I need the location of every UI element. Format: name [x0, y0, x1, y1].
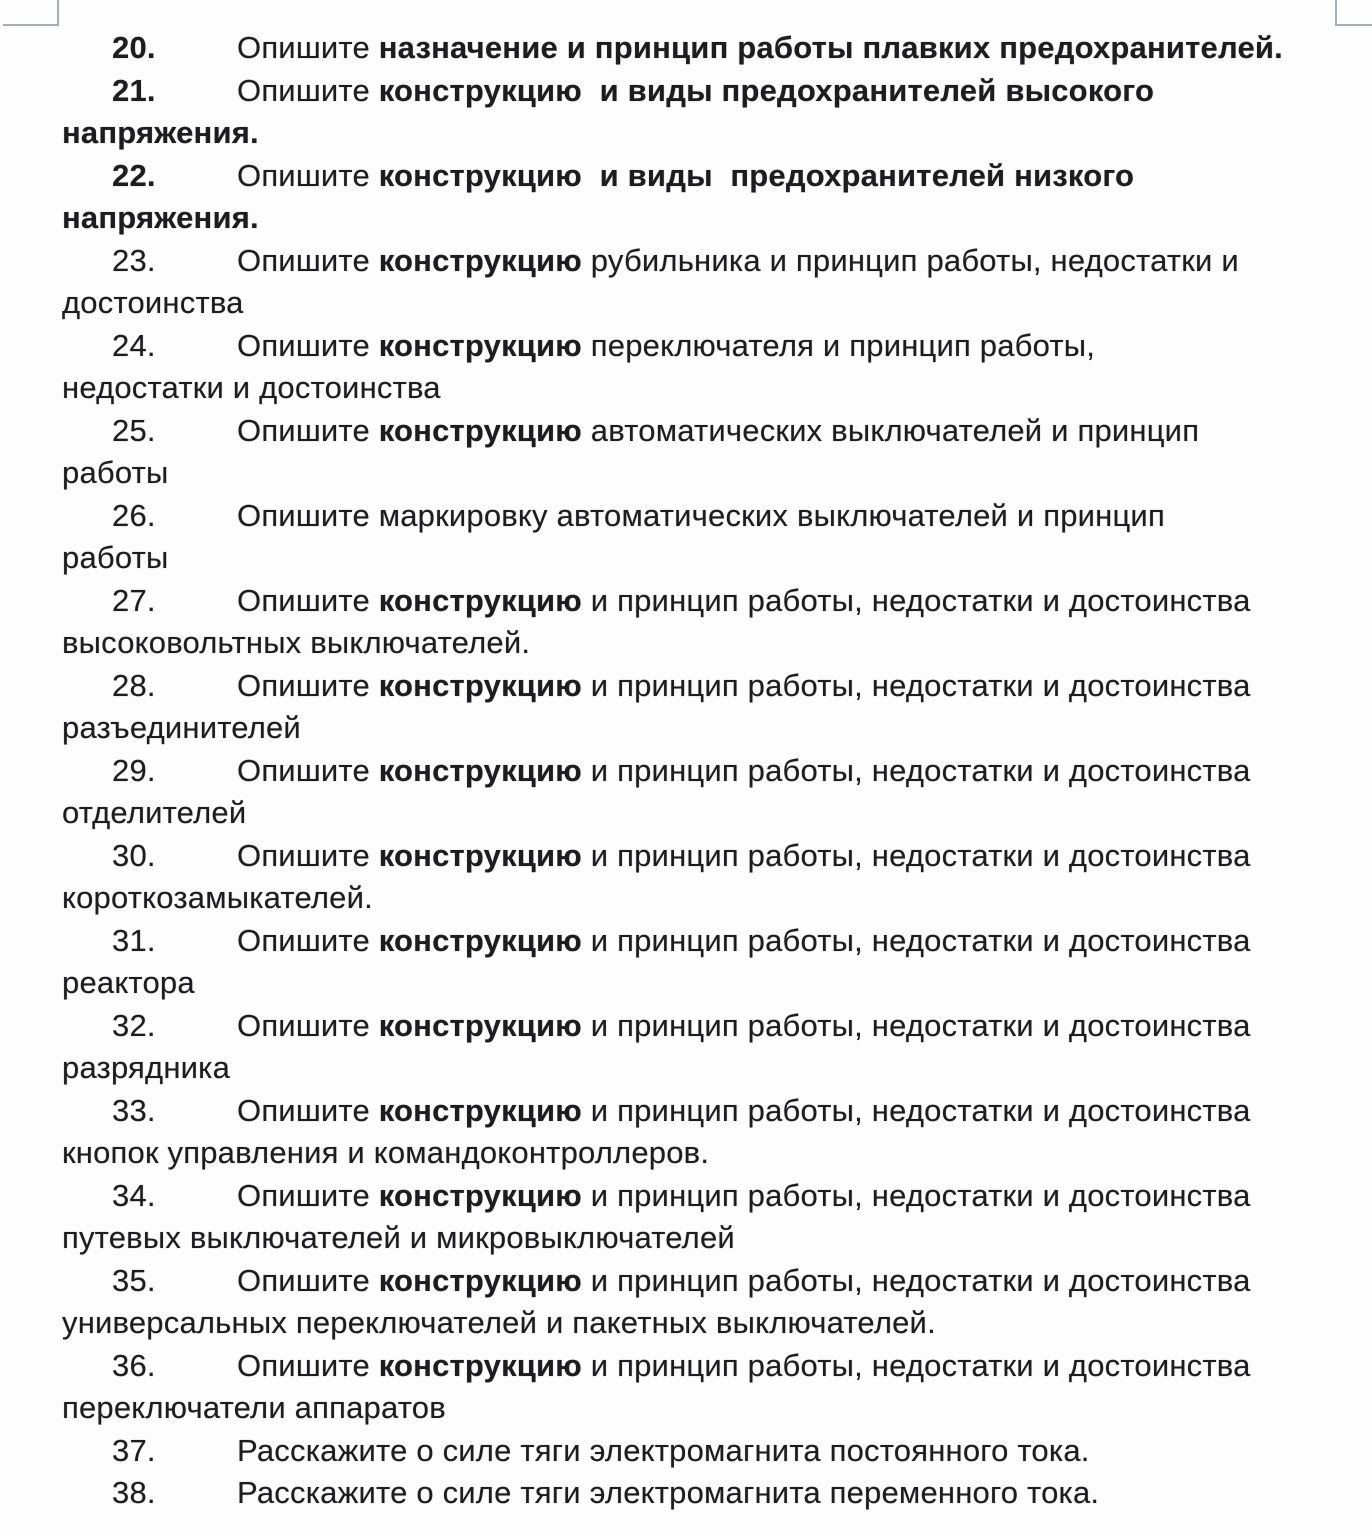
question-text-segment: Опишите маркировку автоматических выключателей и принцип: [237, 497, 1165, 533]
list-item-number-cell: [62, 1345, 237, 1388]
list-item-first-line: [62, 1090, 1372, 1133]
list-item-continuation-line: [62, 1217, 1372, 1260]
list-item-number-cell: [62, 580, 237, 623]
question-text-segment: конструкцию и виды предохранителей высокого: [378, 72, 1155, 108]
question-text-segment: конструкцию: [378, 242, 582, 278]
list-item: [62, 325, 1372, 410]
question-text-segment: и принцип работы, недостатки и достоинства: [581, 922, 1251, 958]
question-text-segment: автоматических выключателей и принцип: [581, 412, 1200, 448]
question-text-segment: достоинства: [62, 285, 244, 320]
question-text-segment: Опишите: [237, 667, 379, 703]
list-item-first-line: [62, 410, 1372, 453]
list-item-continuation-line: [62, 112, 1372, 155]
page-corner-mark-top-left-horizontal: [3, 24, 59, 26]
list-item-continuation-line: [62, 1302, 1372, 1345]
list-item-number-cell: [62, 27, 237, 70]
question-text-segment: высоковольтных выключателей.: [62, 625, 531, 660]
list-item-number: 23.: [112, 242, 156, 278]
question-text-segment: кнопок управления и командоконтроллеров.: [62, 1135, 710, 1170]
question-text-segment: конструкцию: [378, 327, 582, 363]
list-item-number-cell: [62, 1175, 237, 1218]
list-item-first-line: [62, 27, 1372, 70]
list-item-number: 34.: [112, 1177, 156, 1213]
list-item: [62, 240, 1372, 325]
list-item-first-line: [62, 580, 1372, 623]
list-item-first-line: [62, 665, 1372, 708]
question-text-segment: Опишите: [237, 412, 379, 448]
list-item-number: 36.: [112, 1347, 156, 1383]
question-text-segment: переключателя и принцип работы,: [581, 327, 1096, 363]
list-item-continuation-line: [62, 1132, 1372, 1175]
list-item-continuation-line: [62, 282, 1372, 325]
list-item: [62, 1005, 1372, 1090]
list-item-first-line: [62, 1175, 1372, 1218]
list-item: [62, 1260, 1372, 1345]
list-item-number-cell: [62, 750, 237, 793]
list-item-number-cell: [62, 1090, 237, 1133]
question-text-segment: и принцип работы, недостатки и достоинства: [581, 1177, 1251, 1213]
list-item-first-line: [62, 835, 1372, 878]
page-corner-mark-top-right-vertical: [1335, 0, 1337, 24]
question-text-segment: разъединителей: [62, 710, 301, 745]
list-item: [62, 495, 1372, 580]
list-item-number: 26.: [112, 497, 156, 533]
question-text-segment: работы: [62, 455, 169, 490]
question-text-segment: Опишите: [237, 752, 379, 788]
question-text-segment: конструкцию: [378, 1092, 582, 1128]
list-item-continuation-line: [62, 622, 1372, 665]
list-item-number-cell: [62, 410, 237, 453]
list-item-continuation-line: [62, 367, 1372, 410]
list-item-number-cell: [62, 1005, 237, 1048]
list-item-number: 30.: [112, 837, 156, 873]
list-item-continuation-line: [62, 707, 1372, 750]
list-item-continuation-line: [62, 537, 1372, 580]
list-item-first-line: [62, 1260, 1372, 1303]
question-text-segment: конструкцию: [378, 1177, 582, 1213]
question-text-segment: и принцип работы, недостатки и достоинства: [581, 1092, 1251, 1128]
question-text-segment: Опишите: [237, 30, 379, 65]
question-text-segment: короткозамыкателей.: [62, 880, 373, 915]
list-item-number: 24.: [112, 327, 156, 363]
list-item: [62, 1175, 1372, 1260]
question-text-segment: реактора: [62, 965, 195, 1000]
list-item: [62, 580, 1372, 665]
list-item-first-line: [62, 1430, 1372, 1473]
question-text-segment: конструкцию: [378, 1262, 582, 1298]
list-item: [62, 835, 1372, 920]
question-text-segment: Расскажите о силе тяги электромагнита постоянного тока.: [237, 1432, 1090, 1468]
question-text-segment: и принцип работы, недостатки и достоинства: [581, 1347, 1251, 1383]
list-item-number-cell: [62, 155, 237, 198]
question-text-segment: и принцип работы, недостатки и достоинства: [581, 837, 1251, 873]
list-item-first-line: [62, 70, 1372, 113]
question-text-segment: недостатки и достоинства: [62, 370, 441, 405]
question-text-segment: Опишите: [237, 1092, 379, 1128]
list-item-continuation-line: [62, 877, 1372, 920]
question-text-segment: и принцип работы, недостатки и достоинства: [581, 667, 1251, 703]
list-item-number: 35.: [112, 1262, 156, 1298]
list-item-number-cell: [62, 1430, 237, 1473]
list-item: [62, 1090, 1372, 1175]
list-item-number-cell: [62, 665, 237, 708]
question-text-segment: Опишите: [237, 1262, 379, 1298]
question-text-segment: Опишите: [237, 327, 379, 363]
list-item-first-line: [62, 1345, 1372, 1388]
list-item-number-cell: [62, 835, 237, 878]
page-corner-mark-top-left-vertical: [57, 0, 59, 24]
question-text-segment: конструкцию: [378, 752, 582, 788]
list-item-number: 22.: [112, 157, 156, 193]
question-text-segment: и принцип работы, недостатки и достоинства: [581, 582, 1251, 618]
question-text-segment: и принцип работы, недостатки и достоинства: [581, 752, 1251, 788]
page-corner-mark-top-right-horizontal: [1335, 24, 1372, 26]
list-item-first-line: [62, 1472, 1372, 1515]
list-item: [62, 665, 1372, 750]
list-item-number-cell: [62, 920, 237, 963]
question-text-segment: Расскажите о силе тяги электромагнита переменного тока.: [237, 1475, 1100, 1510]
list-item-number: 32.: [112, 1007, 156, 1043]
list-item-first-line: [62, 1005, 1372, 1048]
list-item: [62, 410, 1372, 495]
question-text-segment: напряжения.: [62, 200, 259, 235]
question-text-segment: универсальных переключателей и пакетных выключателей.: [62, 1305, 936, 1340]
question-text-segment: конструкцию и виды предохранителей низкого: [378, 157, 1135, 193]
question-text-segment: переключатели аппаратов: [62, 1390, 446, 1425]
question-text-segment: отделителей: [62, 795, 247, 830]
list-item-number: 20.: [112, 30, 156, 65]
list-item-number-cell: [62, 1472, 237, 1515]
list-item: [62, 1472, 1372, 1515]
question-text-segment: путевых выключателей и микровыключателей: [62, 1220, 735, 1255]
list-item-number: 33.: [112, 1092, 156, 1128]
question-text-segment: конструкцию: [378, 837, 582, 873]
question-text-segment: Опишите: [237, 837, 379, 873]
list-item: [62, 750, 1372, 835]
list-item: [62, 1345, 1372, 1430]
question-text-segment: Опишите: [237, 922, 379, 958]
question-text-segment: рубильника и принцип работы, недостатки и: [581, 242, 1239, 278]
list-item-number: 25.: [112, 412, 156, 448]
question-text-segment: конструкцию: [378, 1347, 582, 1383]
list-item-continuation-line: [62, 792, 1372, 835]
list-item-first-line: [62, 240, 1372, 283]
list-item-continuation-line: [62, 452, 1372, 495]
question-text-segment: и принцип работы, недостатки и достоинства: [581, 1262, 1251, 1298]
question-text-segment: Опишите: [237, 157, 379, 193]
list-item: [62, 27, 1372, 70]
question-text-segment: конструкцию: [378, 1007, 582, 1043]
list-item-number: 27.: [112, 582, 156, 618]
question-text-segment: конструкцию: [378, 667, 582, 703]
list-item-first-line: [62, 155, 1372, 198]
list-item-first-line: [62, 920, 1372, 963]
list-item-number: 37.: [112, 1432, 156, 1468]
list-item-continuation-line: [62, 1387, 1372, 1430]
list-item-continuation-line: [62, 197, 1372, 240]
question-text-segment: и принцип работы, недостатки и достоинства: [581, 1007, 1251, 1043]
question-text-segment: назначение и принцип работы плавких предохранителей.: [378, 30, 1283, 65]
list-item-number-cell: [62, 1260, 237, 1303]
question-text-segment: Опишите: [237, 1347, 379, 1383]
list-item-number-cell: [62, 240, 237, 283]
list-item-number: 31.: [112, 922, 156, 958]
list-item-number-cell: [62, 495, 237, 538]
list-item: [62, 70, 1372, 155]
list-item-continuation-line: [62, 1047, 1372, 1090]
list-item-number: 29.: [112, 752, 156, 788]
question-text-segment: разрядника: [62, 1050, 231, 1085]
question-text-segment: Опишите: [237, 1007, 379, 1043]
list-item-number: 28.: [112, 667, 156, 703]
list-item-first-line: [62, 495, 1372, 538]
question-text-segment: конструкцию: [378, 412, 582, 448]
question-text-segment: работы: [62, 540, 169, 575]
list-item-continuation-line: [62, 962, 1372, 1005]
question-text-segment: Опишите: [237, 242, 379, 278]
list-item-number: 38.: [112, 1475, 156, 1510]
list-item-first-line: [62, 750, 1372, 793]
question-text-segment: конструкцию: [378, 922, 582, 958]
list-item: [62, 1430, 1372, 1473]
question-text-segment: напряжения.: [62, 115, 259, 150]
list-item-number: 21.: [112, 72, 156, 108]
question-text-segment: конструкцию: [378, 582, 582, 618]
list-item: [62, 155, 1372, 240]
list-item-number-cell: [62, 325, 237, 368]
question-text-segment: Опишите: [237, 72, 379, 108]
list-item-first-line: [62, 325, 1372, 368]
list-item-number-cell: [62, 70, 237, 113]
question-text-segment: Опишите: [237, 1177, 379, 1213]
list-item: [62, 920, 1372, 1005]
question-text-segment: Опишите: [237, 582, 379, 618]
